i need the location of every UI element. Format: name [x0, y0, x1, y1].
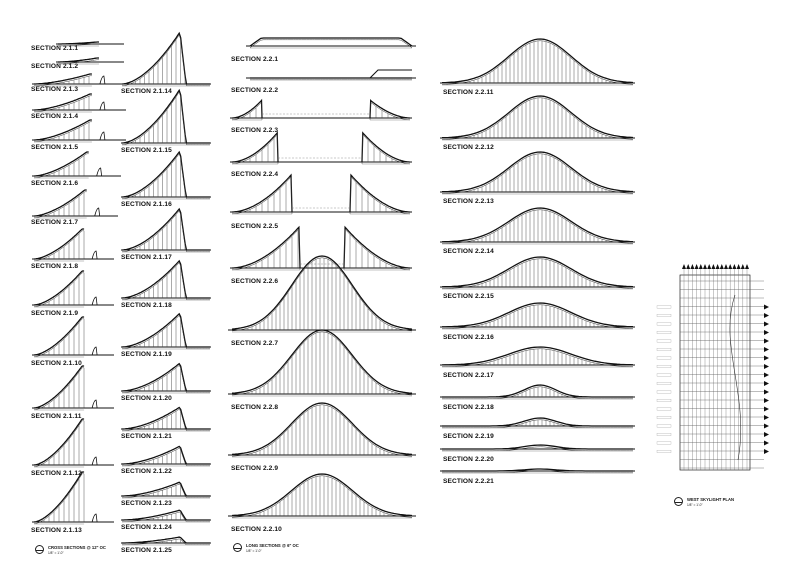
section-marker-icon: [764, 407, 769, 412]
section-marker-icon: [720, 264, 724, 269]
section-profile: [442, 96, 633, 138]
section-label: SECTION 2.2.14: [443, 248, 494, 255]
post-detail: [100, 132, 105, 140]
plan-tag: [657, 433, 671, 436]
section-label: SECTION 2.1.17: [121, 254, 172, 261]
section-profile: [232, 101, 262, 119]
caption-title: CROSS SECTIONS @ 12" OC: [48, 545, 106, 550]
skylight-edge: [730, 295, 741, 460]
post-detail: [100, 76, 105, 84]
section-marker-icon: [764, 449, 769, 454]
section-profile: [442, 347, 633, 365]
section-profile: [232, 256, 412, 329]
post-detail: [92, 400, 97, 408]
post-detail: [95, 208, 100, 216]
section-label: SECTION 2.1.3: [31, 86, 79, 93]
plan-tag: [657, 340, 671, 343]
plan-tag: [657, 450, 671, 453]
caption-title: LONG SECTIONS @ 6" OC: [246, 543, 299, 548]
post-detail: [92, 251, 97, 259]
section-label: SECTION 2.1.13: [31, 527, 82, 534]
plan-tag: [657, 365, 671, 368]
section-profile-inner: [122, 211, 210, 252]
section-label: SECTION 2.1.5: [31, 144, 79, 151]
section-label: SECTION 2.1.23: [121, 500, 172, 507]
section-marker-icon: [741, 264, 745, 269]
section-label: SECTION 2.2.20: [443, 456, 494, 463]
section-marker-icon: [682, 264, 686, 269]
section-marker-icon: [699, 264, 703, 269]
section-marker-icon: [764, 330, 769, 335]
section-label: SECTION 2.2.6: [231, 278, 279, 285]
section-marker-icon: [764, 373, 769, 378]
detail-bubble: [233, 543, 242, 552]
section-profile: [58, 58, 99, 62]
section-marker-icon: [732, 264, 736, 269]
section-marker-icon: [764, 381, 769, 386]
plan-tag: [657, 357, 671, 360]
section-marker-icon: [764, 390, 769, 395]
section-profile: [122, 209, 210, 250]
section-profile: [34, 152, 89, 176]
caption-scale: 1/8" = 1'-0": [48, 551, 64, 555]
section-marker-icon: [764, 398, 769, 403]
section-marker-icon: [690, 264, 694, 269]
section-marker-icon: [764, 415, 769, 420]
section-marker-icon: [728, 264, 732, 269]
section-label: SECTION 2.2.11: [443, 89, 494, 96]
section-profile: [442, 208, 633, 242]
detail-bubble: [674, 497, 683, 506]
plan-tag: [657, 314, 671, 317]
section-marker-icon: [764, 364, 769, 369]
section-marker-icon: [764, 305, 769, 310]
section-marker-icon: [764, 432, 769, 437]
section-profile: [232, 133, 278, 162]
section-marker-icon: [764, 356, 769, 361]
section-label: SECTION 2.1.15: [121, 147, 172, 154]
section-profile-inner: [232, 229, 300, 270]
section-label: SECTION 2.2.8: [231, 404, 279, 411]
section-label: SECTION 2.2.5: [231, 223, 279, 230]
section-marker-icon: [764, 313, 769, 318]
section-profile: [344, 227, 410, 268]
detail-bubble: [35, 545, 44, 554]
section-label: SECTION 2.2.15: [443, 293, 494, 300]
section-marker-icon: [764, 339, 769, 344]
section-label: SECTION 2.1.12: [31, 470, 82, 477]
section-profile: [122, 33, 210, 84]
section-profile-inner: [232, 258, 412, 331]
section-profile: [34, 94, 92, 110]
plan-tag: [657, 323, 671, 326]
section-label: SECTION 2.2.16: [443, 334, 494, 341]
plan-tag: [657, 442, 671, 445]
section-marker-icon: [716, 264, 720, 269]
section-marker-icon: [695, 264, 699, 269]
section-profile: [250, 38, 412, 46]
section-label: SECTION 2.1.1: [31, 45, 79, 52]
section-profile-inner: [122, 92, 210, 145]
section-profile: [122, 314, 210, 347]
section-profile: [232, 227, 300, 268]
section-profile: [122, 408, 210, 430]
plan-tag: [657, 374, 671, 377]
section-profile: [442, 303, 633, 327]
plan-tag: [657, 348, 671, 351]
section-marker-icon: [724, 264, 728, 269]
section-marker-icon: [686, 264, 690, 269]
section-marker-icon: [764, 441, 769, 446]
post-detail: [92, 297, 97, 305]
section-label: SECTION 2.1.16: [121, 201, 172, 208]
plan-tag: [657, 306, 671, 309]
section-label: SECTION 2.1.22: [121, 468, 172, 475]
post-detail: [92, 457, 97, 465]
plan-tag: [657, 425, 671, 428]
section-label: SECTION 2.1.18: [121, 302, 172, 309]
section-marker-icon: [745, 264, 749, 269]
section-profile: [122, 510, 210, 520]
section-profile: [122, 261, 210, 298]
section-profile: [370, 70, 412, 78]
section-label: SECTION 2.2.2: [231, 87, 279, 94]
section-marker-icon: [707, 264, 711, 269]
section-label: SECTION 2.1.19: [121, 351, 172, 358]
section-label: SECTION 2.1.14: [121, 88, 172, 95]
section-label: SECTION 2.2.12: [443, 144, 494, 151]
section-label: SECTION 2.2.1: [231, 56, 279, 63]
section-label: SECTION 2.2.4: [231, 171, 279, 178]
plan-tag: [657, 391, 671, 394]
section-profile: [122, 90, 210, 143]
section-marker-icon: [764, 347, 769, 352]
section-profile-inner: [122, 35, 210, 86]
section-profile: [442, 152, 633, 192]
section-profile-inner: [344, 229, 410, 270]
section-label: SECTION 2.1.11: [31, 413, 82, 420]
section-label: SECTION 2.2.10: [231, 526, 282, 533]
section-label: SECTION 2.1.25: [121, 547, 172, 554]
section-label: SECTION 2.2.19: [443, 433, 494, 440]
plan-tag: [657, 331, 671, 334]
plan-tag: [657, 399, 671, 402]
plan-tag: [657, 408, 671, 411]
section-label: SECTION 2.1.2: [31, 63, 79, 70]
section-label: SECTION 2.1.24: [121, 524, 172, 531]
section-marker-icon: [764, 424, 769, 429]
section-profile: [232, 474, 412, 516]
section-profile: [34, 120, 92, 140]
section-marker-icon: [764, 322, 769, 327]
post-detail: [100, 102, 105, 110]
section-label: SECTION 2.1.9: [31, 310, 79, 317]
section-label: SECTION 2.2.21: [443, 478, 494, 485]
section-label: SECTION 2.1.20: [121, 395, 172, 402]
section-marker-icon: [737, 264, 741, 269]
plan-outline: [680, 275, 750, 470]
section-label: SECTION 2.1.21: [121, 433, 172, 440]
caption-scale: 1/8" = 1'-0": [246, 549, 262, 553]
plan-tag: [657, 382, 671, 385]
section-profile: [122, 152, 210, 197]
section-marker-icon: [703, 264, 707, 269]
section-marker-icon: [711, 264, 715, 269]
section-label: SECTION 2.2.3: [231, 127, 279, 134]
post-detail: [92, 347, 97, 355]
post-detail: [92, 514, 97, 522]
section-label: SECTION 2.1.8: [31, 263, 79, 270]
section-label: SECTION 2.2.17: [443, 372, 494, 379]
section-profile: [442, 39, 633, 83]
section-label: SECTION 2.1.4: [31, 113, 79, 120]
plan-tag: [657, 416, 671, 419]
section-profile-inner: [122, 154, 210, 199]
section-profile: [442, 257, 633, 287]
section-label: SECTION 2.2.18: [443, 404, 494, 411]
section-label: SECTION 2.1.7: [31, 219, 79, 226]
section-profile: [122, 537, 210, 543]
section-label: SECTION 2.1.6: [31, 180, 79, 187]
caption-title: WEST SKYLIGHT PLAN: [687, 497, 734, 502]
section-label: SECTION 2.1.10: [31, 360, 82, 367]
section-label: SECTION 2.2.13: [443, 198, 494, 205]
section-profile: [122, 364, 210, 391]
section-profile-inner: [250, 40, 412, 48]
section-label: SECTION 2.2.7: [231, 340, 279, 347]
post-detail: [97, 168, 102, 176]
section-profile: [442, 418, 633, 426]
section-label: SECTION 2.2.9: [231, 465, 279, 472]
section-profile: [122, 446, 210, 464]
caption-scale: 1/8" = 1'-0": [687, 503, 703, 507]
